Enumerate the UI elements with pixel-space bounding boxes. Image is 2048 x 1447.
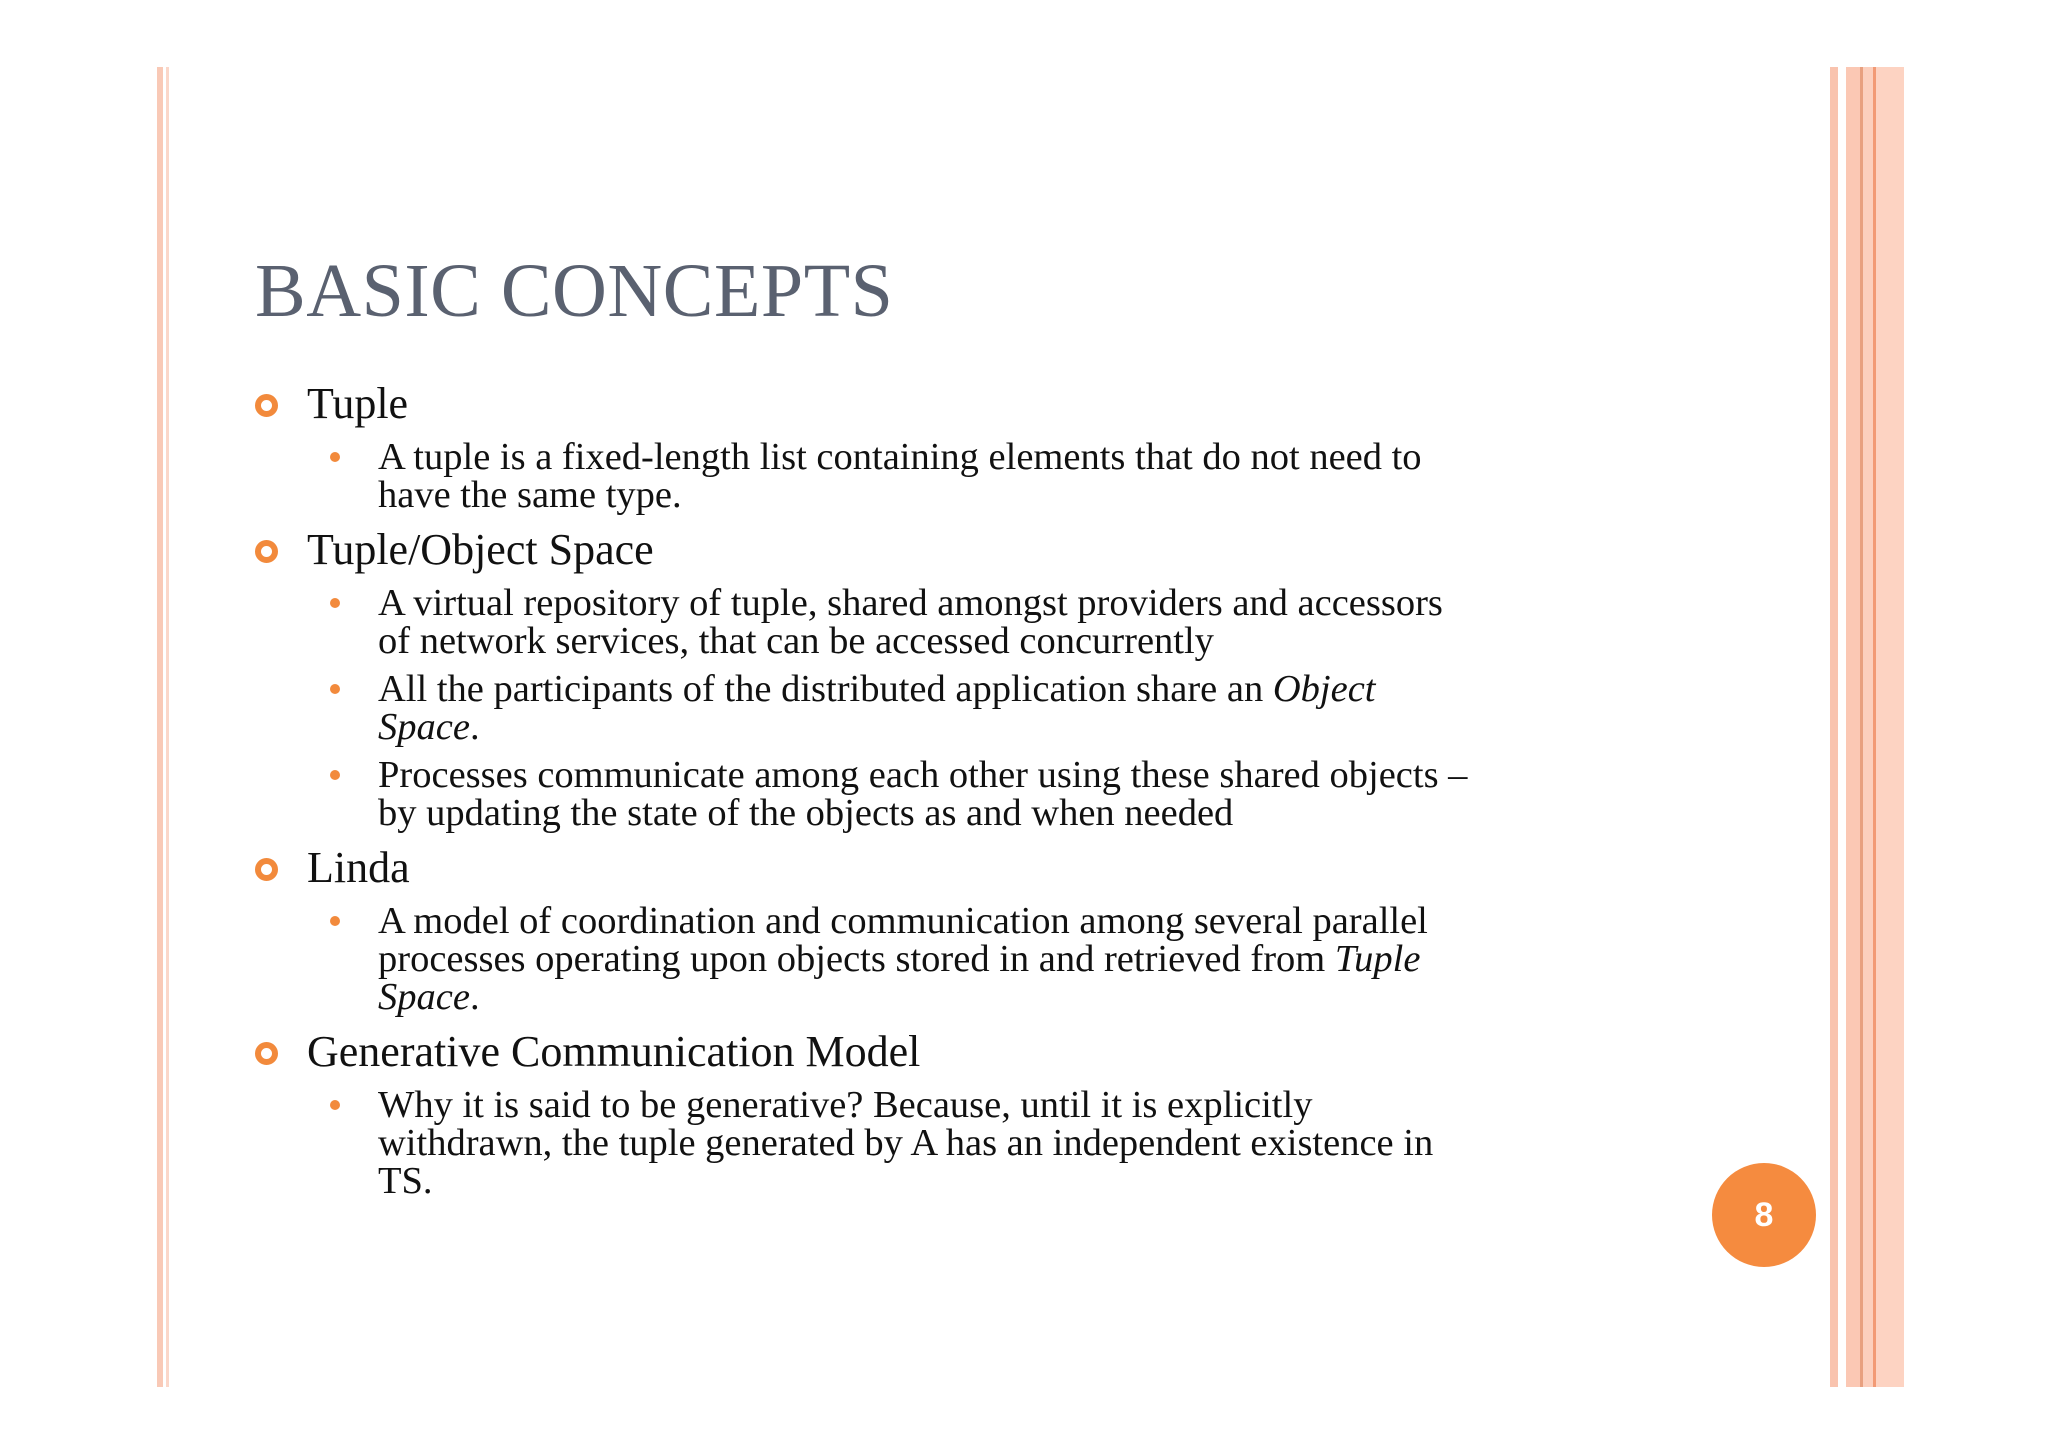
bullet-text: . xyxy=(469,706,480,748)
right-decor-bar xyxy=(1876,67,1904,1387)
bullet-item xyxy=(255,902,1675,1016)
section-heading-label: Tuple xyxy=(307,379,409,428)
dot-bullet-icon xyxy=(330,452,340,462)
left-decor-bar xyxy=(157,67,163,1387)
bullet-text: All the participants of the distributed application share an xyxy=(378,668,1273,710)
bullet-text: processes operating upon objects stored in and retrieved from xyxy=(378,938,1335,980)
section-heading-label: Tuple/Object Space xyxy=(307,525,654,574)
bullet-line: Why it is said to be generative? Because, until it is explicitly xyxy=(378,1084,1313,1126)
slide-title: BASIC CONCEPTS xyxy=(255,249,894,333)
page-number-badge: 8 xyxy=(1712,1163,1816,1267)
ring-bullet-icon xyxy=(255,1042,278,1065)
ring-bullet-icon xyxy=(255,540,278,563)
bullet-line: have the same type. xyxy=(378,474,682,516)
section-heading-label: Linda xyxy=(307,843,410,892)
bullet-line: A model of coordination and communication among several parallel xyxy=(378,900,1428,942)
bullet-line: withdrawn, the tuple generated by A has an independent existence in xyxy=(378,1122,1434,1164)
ring-bullet-icon xyxy=(255,858,278,881)
bullet-line: A tuple is a fixed-length list containing elements that do not need to xyxy=(378,436,1422,478)
bullet-line: Processes communicate among each other using these shared objects – xyxy=(378,754,1468,796)
bullet-line: A virtual repository of tuple, shared amongst providers and accessors xyxy=(378,582,1443,624)
section-heading-label: Generative Communication Model xyxy=(307,1027,921,1076)
bullet-italic-text: Space xyxy=(378,976,470,1018)
slide-content xyxy=(255,378,1675,1200)
dot-bullet-icon xyxy=(330,598,340,608)
right-decor-bar xyxy=(1863,67,1873,1387)
bullet-item xyxy=(255,1086,1675,1200)
bullet-item xyxy=(255,584,1675,660)
section-heading-linda xyxy=(255,842,1675,894)
bullet-line xyxy=(378,670,1675,708)
bullet-line: by updating the state of the objects as and when needed xyxy=(378,792,1234,834)
ring-bullet-icon xyxy=(255,394,278,417)
section-heading-generative-communication-model xyxy=(255,1026,1675,1078)
section-heading-tuple xyxy=(255,378,1675,430)
dot-bullet-icon xyxy=(330,916,340,926)
bullet-line xyxy=(378,708,1675,746)
bullet-item xyxy=(255,756,1675,832)
bullet-italic-text: Tuple xyxy=(1334,938,1421,980)
left-decor-bar-thin xyxy=(166,67,169,1387)
right-decor-bar xyxy=(1846,67,1860,1387)
bullet-line xyxy=(378,978,1675,1016)
dot-bullet-icon xyxy=(330,1100,340,1110)
bullet-line xyxy=(378,940,1675,978)
bullet-line: TS. xyxy=(378,1160,433,1202)
dot-bullet-icon xyxy=(330,684,340,694)
bullet-text: . xyxy=(469,976,480,1018)
bullet-item xyxy=(255,670,1675,746)
bullet-line: of network services, that can be accessed concurrently xyxy=(378,620,1214,662)
right-decor-bar xyxy=(1830,67,1838,1387)
section-heading-tuple-object-space xyxy=(255,524,1675,576)
bullet-italic-text: Object xyxy=(1272,668,1376,710)
bullet-italic-text: Space xyxy=(378,706,470,748)
dot-bullet-icon xyxy=(330,770,340,780)
bullet-item xyxy=(255,438,1675,514)
